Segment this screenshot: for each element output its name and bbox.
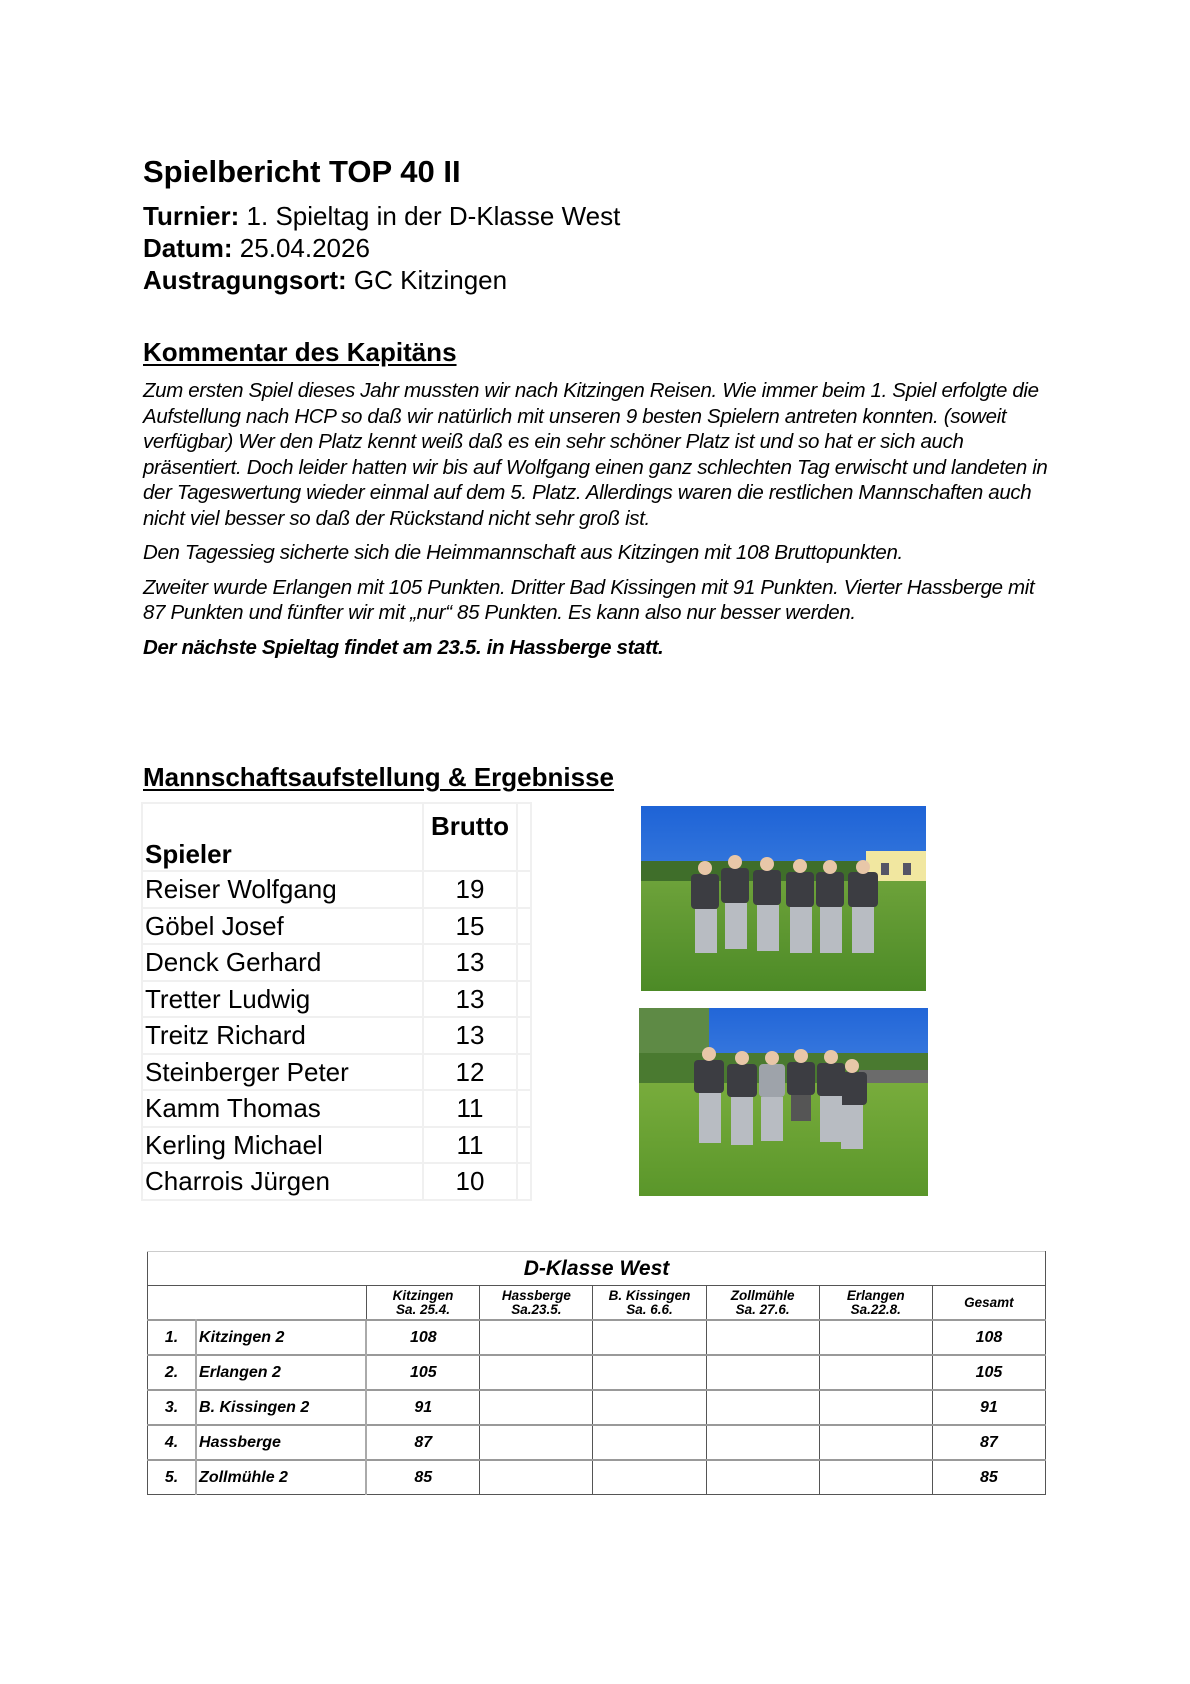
lineup-table [141,802,532,1201]
column-header-venue [366,1286,480,1321]
team-photo-2 [639,1008,928,1196]
player-name: Kerling Michael [142,1127,423,1164]
table-row [142,1163,531,1200]
player-name: Denck Gerhard [142,944,423,981]
player-brutto: 12 [423,1054,517,1091]
meta-label: Austragungsort: [143,265,347,295]
score-cell [819,1355,932,1390]
venue-name: Kitzingen [392,1287,454,1303]
player-name: Tretter Ludwig [142,981,423,1018]
venue-date: Sa. 6.6. [626,1301,673,1317]
score-cell [593,1320,706,1355]
total-cell: 108 [932,1320,1045,1355]
spacer-cell [517,1127,531,1164]
player-brutto: 15 [423,908,517,945]
table-row [142,981,531,1018]
venue-date: Sa. 25.4. [396,1301,451,1317]
spacer-cell [517,1017,531,1054]
spacer-cell [517,944,531,981]
meta-label: Datum: [143,233,233,263]
column-header-venue [480,1286,593,1321]
rank: 4. [148,1425,197,1460]
player-brutto: 11 [423,1127,517,1164]
score-cell: 108 [366,1320,480,1355]
table-row [142,1090,531,1127]
team-name: B. Kissingen 2 [196,1390,366,1425]
next-match-note: Der nächste Spieltag findet am 23.5. in Hassberge statt. [143,635,664,659]
score-cell [480,1425,593,1460]
venue-date: Sa. 27.6. [735,1301,790,1317]
meta-value: 25.04.2026 [239,233,370,263]
score-cell [706,1425,819,1460]
player-brutto: 11 [423,1090,517,1127]
column-header-total: Gesamt [932,1286,1045,1321]
column-header-brutto: Brutto [423,803,517,871]
table-row [148,1355,1046,1390]
table-row [142,1054,531,1091]
table-row [148,1425,1046,1460]
meta-venue [143,264,620,296]
table-header-row [142,803,531,871]
player-name: Reiser Wolfgang [142,871,423,908]
table-row [142,1017,531,1054]
score-cell [706,1355,819,1390]
score-cell: 91 [366,1390,480,1425]
score-cell [480,1390,593,1425]
column-header-venue [593,1286,706,1321]
table-row [142,944,531,981]
standings-table [147,1251,1046,1495]
rank: 5. [148,1460,197,1495]
total-cell: 91 [932,1390,1045,1425]
player-name: Kamm Thomas [142,1090,423,1127]
rank: 2. [148,1355,197,1390]
total-cell: 87 [932,1425,1045,1460]
table-row [148,1320,1046,1355]
score-cell [593,1460,706,1495]
venue-name: Hassberge [501,1287,571,1303]
total-cell: 85 [932,1460,1045,1495]
score-cell [706,1320,819,1355]
venue-date: Sa.22.8. [850,1301,901,1317]
report-meta [143,200,620,296]
score-cell: 105 [366,1355,480,1390]
team-photo-image [641,806,926,991]
team-name: Hassberge [196,1425,366,1460]
player-brutto: 13 [423,981,517,1018]
spacer-cell [517,871,531,908]
team-name: Zollmühle 2 [196,1460,366,1495]
score-cell [593,1390,706,1425]
venue-name: B. Kissingen [608,1287,691,1303]
score-cell: 85 [366,1460,480,1495]
score-cell [480,1460,593,1495]
venue-name: Erlangen [846,1287,905,1303]
header-empty [148,1286,367,1321]
meta-value: 1. Spieltag in der D-Klasse West [246,201,621,231]
meta-label: Turnier: [143,201,240,231]
player-brutto: 13 [423,944,517,981]
score-cell [819,1320,932,1355]
spacer-cell [517,1090,531,1127]
spacer-cell [517,908,531,945]
score-cell [819,1390,932,1425]
player-name: Steinberger Peter [142,1054,423,1091]
score-cell [480,1320,593,1355]
column-header-venue [819,1286,932,1321]
table-row [142,871,531,908]
comment-paragraph: Zweiter wurde Erlangen mit 105 Punkten. Dritter Bad Kissingen mit 91 Punkten. Vierter Hassberge mit 87 Punkten und fünfter wir mit „nur“ 85 Punkten. Es kann also nur besser werden. [143,575,1035,624]
player-name: Charrois Jürgen [142,1163,423,1200]
lineup-heading: Mannschaftsaufstellung & Ergebnisse [143,762,614,792]
rank: 1. [148,1320,197,1355]
score-cell [819,1425,932,1460]
table-row [142,1127,531,1164]
meta-value: GC Kitzingen [353,265,508,295]
captain-comment [143,378,1053,669]
player-brutto: 19 [423,871,517,908]
player-brutto: 13 [423,1017,517,1054]
venue-date: Sa.23.5. [511,1301,562,1317]
rank: 3. [148,1390,197,1425]
team-photo-1 [641,806,926,991]
comment-heading: Kommentar des Kapitäns [143,337,457,367]
venue-name: Zollmühle [730,1287,795,1303]
score-cell [706,1460,819,1495]
total-cell: 105 [932,1355,1045,1390]
spacer-column [517,803,531,871]
player-brutto: 10 [423,1163,517,1200]
score-cell [593,1425,706,1460]
standings-title-row [148,1252,1046,1286]
meta-tournament [143,200,620,232]
column-header-venue [706,1286,819,1321]
score-cell [706,1390,819,1425]
score-cell [480,1355,593,1390]
table-row [148,1460,1046,1495]
score-cell [593,1355,706,1390]
comment-paragraph: Zum ersten Spiel dieses Jahr mussten wir nach Kitzingen Reisen. Wie immer beim 1. Spiel erfolgte die Aufstellung nach HCP so daß wir natürlich mit unseren 9 besten Spielern antreten konnten. (soweit verfügbar) Wer den Platz kennt weiß daß es ein sehr schöner Platz ist und so hat er sich auch präsentiert. Doch leider hatten wir bis auf Wolfgang einen ganz schlechten Tag erwischt und landeten in der Tageswertung wieder einmal auf dem 5. Platz. Allerdings waren die restlichen Mannschaften auch nicht viel besser so daß der Rückstand nicht sehr groß ist. [143,379,1048,530]
comment-paragraph: Den Tagessieg sicherte sich die Heimmannschaft aus Kitzingen mit 108 Bruttopunkten. [143,541,903,564]
spacer-cell [517,981,531,1018]
standings-title: D-Klasse West [148,1252,1046,1286]
page-title: Spielbericht TOP 40 II [143,154,461,189]
standings-header-row [148,1286,1046,1321]
player-name: Göbel Josef [142,908,423,945]
meta-date [143,232,620,264]
score-cell: 87 [366,1425,480,1460]
column-header-player: Spieler [142,803,423,871]
table-row [148,1390,1046,1425]
table-row [142,908,531,945]
team-photo-image [639,1008,928,1196]
team-name: Erlangen 2 [196,1355,366,1390]
spacer-cell [517,1054,531,1091]
score-cell [819,1460,932,1495]
player-name: Treitz Richard [142,1017,423,1054]
spacer-cell [517,1163,531,1200]
team-name: Kitzingen 2 [196,1320,366,1355]
